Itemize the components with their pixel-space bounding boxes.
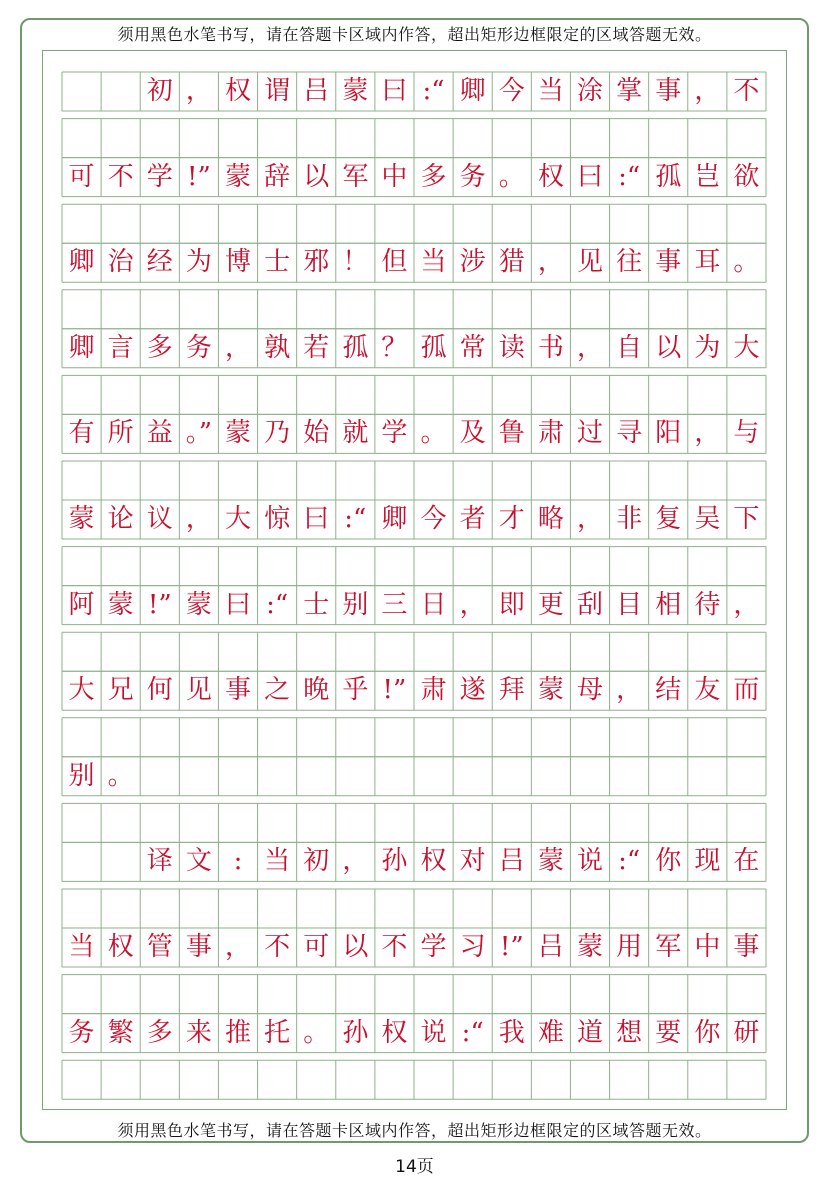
- grid-character: 为: [694, 332, 721, 363]
- grid-character: 蒙: [224, 418, 251, 449]
- grid-character: :: [233, 846, 243, 877]
- grid-character: 但: [381, 247, 408, 278]
- grid-character: 当: [537, 76, 564, 106]
- grid-character: 拜: [498, 675, 525, 706]
- grid-character: 来: [185, 1017, 212, 1048]
- grid-character: 蒙: [342, 76, 369, 106]
- grid-character: 耳: [694, 247, 721, 278]
- grid-character: 曰: [224, 589, 251, 620]
- grid-character: 读: [498, 332, 525, 363]
- grid-character: 事: [655, 76, 682, 106]
- grid-character: 卿: [459, 76, 486, 106]
- grid-character: 大: [733, 332, 760, 363]
- grid-character: !”: [147, 589, 172, 620]
- grid-character: 当: [264, 846, 291, 877]
- grid-character: 当: [420, 247, 447, 278]
- grid-character: 吕: [537, 932, 564, 962]
- grid-character: 事: [733, 932, 760, 962]
- grid-character: 想: [616, 1017, 643, 1048]
- grid-character: ，: [224, 932, 251, 962]
- grid-character: 不: [107, 161, 134, 192]
- grid-character: 晚: [303, 675, 330, 706]
- grid-character: 惊: [264, 504, 291, 534]
- grid-character: 议: [146, 504, 173, 534]
- grid-character: 权: [107, 932, 134, 962]
- grid-character: 书: [537, 332, 564, 363]
- grid-character: 别: [68, 760, 95, 791]
- grid-character: 孤: [342, 332, 369, 363]
- grid-character: 所: [107, 418, 134, 449]
- grid-character: 说: [420, 1017, 447, 1048]
- grid-character: 复: [655, 504, 682, 534]
- grid-character: 曰: [303, 504, 330, 534]
- grid-character: 不: [733, 76, 760, 106]
- grid-character: 待: [694, 589, 721, 620]
- grid-character: 托: [264, 1017, 291, 1048]
- grid-character: 母: [576, 675, 603, 706]
- grid-character: 吕: [498, 846, 525, 877]
- grid-character: 当: [68, 932, 95, 962]
- grid-character: ，: [616, 675, 643, 706]
- grid-character: 军: [342, 161, 369, 192]
- grid-character: 非: [616, 504, 643, 534]
- grid-character: 权: [537, 161, 564, 192]
- grid-character: 卿: [68, 247, 95, 278]
- grid-character: 士: [264, 247, 291, 278]
- grid-character: 可: [68, 161, 95, 192]
- grid-character: 蒙: [107, 589, 134, 620]
- grid-character: 常: [459, 332, 486, 363]
- grid-character: 为: [185, 247, 212, 278]
- grid-character: 。: [420, 418, 447, 449]
- grid-character: 可: [303, 932, 330, 962]
- grid-character: 始: [303, 418, 330, 449]
- grid-character: 掌: [616, 76, 643, 106]
- grid-character: 乎: [342, 675, 369, 706]
- grid-character: 中: [694, 932, 721, 962]
- grid-character: ，: [185, 504, 212, 534]
- grid-character: 现: [694, 846, 721, 877]
- grid-character: ，: [733, 589, 760, 620]
- grid-character: ，: [537, 247, 564, 278]
- grid-character: 。: [498, 161, 525, 192]
- grid-character: 阿: [68, 589, 95, 620]
- grid-character: :“: [461, 1017, 484, 1048]
- grid-character: ，: [224, 332, 251, 363]
- top-notice: 须用黑色水笔书写，请在答题卡区域内作答，超出矩形边框限定的区域答题无效。: [117, 25, 712, 44]
- grid-character: 曰: [576, 161, 603, 192]
- grid-character: 蒙: [224, 161, 251, 192]
- grid-character: 见: [185, 675, 212, 706]
- grid-character: 刮: [576, 589, 603, 620]
- grid-character: 辞: [264, 161, 291, 192]
- grid-character: 。: [303, 1017, 330, 1048]
- grid-character: 难: [537, 1017, 564, 1048]
- grid-character: 孤: [655, 161, 682, 192]
- grid-character: 经: [146, 247, 173, 278]
- grid-character: 用: [616, 932, 643, 962]
- grid-character: 多: [146, 332, 173, 363]
- grid-character: 与: [733, 418, 760, 449]
- grid-character: 往: [616, 247, 643, 278]
- grid-character: 务: [459, 161, 486, 192]
- grid-character: ，: [576, 332, 603, 363]
- grid-character: 吴: [694, 504, 721, 534]
- grid-character: ？: [381, 332, 408, 363]
- grid-character: 道: [576, 1017, 603, 1048]
- grid-character: 要: [655, 1017, 682, 1048]
- grid-character: 更: [537, 589, 564, 620]
- grid-character: 言: [107, 332, 134, 363]
- grid-character: ，: [694, 418, 721, 449]
- grid-character: 过: [576, 418, 603, 449]
- grid-character: 今: [420, 504, 447, 534]
- grid-character: 对: [459, 846, 486, 877]
- grid-character: 权: [381, 1017, 408, 1048]
- grid-character: 肃: [420, 675, 447, 706]
- grid-character: 我: [498, 1017, 525, 1048]
- grid-character: 大: [224, 504, 251, 534]
- grid-character: 。: [733, 247, 760, 278]
- grid-character: 你: [655, 846, 682, 877]
- grid-character: 文: [185, 846, 212, 877]
- grid-character: 孤: [420, 332, 447, 363]
- grid-character: 若: [303, 332, 330, 363]
- grid-character: 何: [146, 675, 173, 706]
- grid-character: :“: [344, 504, 367, 534]
- grid-character: 欲: [733, 161, 760, 192]
- grid-character: 蒙: [537, 675, 564, 706]
- grid-character: 权: [224, 76, 251, 106]
- grid-character: 卿: [381, 504, 408, 534]
- grid-character: 蒙: [537, 846, 564, 877]
- grid-character: 军: [655, 932, 682, 962]
- grid-character: 繁: [107, 1017, 134, 1048]
- grid-character: 事: [655, 247, 682, 278]
- grid-character: 权: [420, 846, 447, 877]
- grid-character: 孰: [264, 332, 291, 363]
- grid-character: 大: [68, 675, 95, 706]
- grid-character: 推: [224, 1017, 251, 1048]
- grid-character: 遂: [459, 675, 486, 706]
- grid-character: 别: [342, 589, 369, 620]
- grid-character: 友: [694, 675, 721, 706]
- grid-character: ，: [185, 76, 212, 106]
- grid-character: 涂: [576, 76, 603, 106]
- grid-character: 初: [303, 846, 330, 877]
- grid-character: 就: [342, 418, 369, 449]
- grid-character: 说: [576, 846, 603, 877]
- grid-character: 孙: [342, 1017, 369, 1048]
- page-number: 14页: [395, 1157, 434, 1177]
- grid-character: 你: [694, 1017, 721, 1048]
- grid-character: 蒙: [185, 589, 212, 620]
- grid-character: ，: [459, 589, 486, 620]
- grid-character: 目: [616, 589, 643, 620]
- grid-character: 初: [146, 76, 173, 106]
- grid-character: 论: [107, 504, 134, 534]
- bottom-notice: 须用黑色水笔书写，请在答题卡区域内作答，超出矩形边框限定的区域答题无效。: [117, 1121, 712, 1140]
- grid-character: 以: [303, 161, 330, 192]
- grid-character: 以: [342, 932, 369, 962]
- grid-character: ，: [342, 846, 369, 877]
- grid-character: ，: [694, 76, 721, 106]
- grid-character: 寻: [616, 418, 643, 449]
- grid-character: 事: [185, 932, 212, 962]
- grid-character: 不: [381, 932, 408, 962]
- grid-character: !”: [382, 675, 407, 706]
- grid-character: 多: [420, 161, 447, 192]
- grid-character: 蒙: [68, 504, 95, 534]
- grid-character: 译: [146, 846, 173, 877]
- grid-character: 阳: [655, 418, 682, 449]
- grid-character: 学: [381, 418, 408, 449]
- grid-character: 肃: [537, 418, 564, 449]
- grid-character: 者: [459, 504, 486, 534]
- grid-character: :“: [618, 846, 641, 877]
- grid-character: ！: [342, 247, 369, 278]
- grid-character: 学: [420, 932, 447, 962]
- grid-character: 日: [420, 589, 447, 620]
- grid-character: 益: [146, 418, 173, 449]
- grid-character: 务: [68, 1017, 95, 1048]
- grid-character: 涉: [459, 247, 486, 278]
- grid-character: !”: [499, 932, 524, 962]
- grid-character: 即: [498, 589, 525, 620]
- grid-character: 学: [146, 161, 173, 192]
- grid-character: 猎: [498, 247, 525, 278]
- grid-character: 以: [655, 332, 682, 363]
- grid-character: 在: [733, 846, 760, 877]
- grid-character: 研: [733, 1017, 760, 1048]
- grid-character: 中: [381, 161, 408, 192]
- grid-character: 兄: [107, 675, 134, 706]
- grid-character: 才: [498, 504, 525, 534]
- grid-character: 自: [616, 332, 643, 363]
- grid-character: 务: [185, 332, 212, 363]
- grid-character: :“: [422, 76, 445, 106]
- grid-character: 曰: [381, 76, 408, 106]
- grid-character: :“: [618, 161, 641, 192]
- grid-character: 卿: [68, 332, 95, 363]
- grid-character: !”: [187, 161, 211, 192]
- grid-character: 不: [264, 932, 291, 962]
- grid-character: 。”: [185, 418, 213, 449]
- grid-character: 博: [224, 247, 251, 278]
- grid-character: 而: [733, 675, 760, 706]
- grid-character: 有: [68, 418, 95, 449]
- grid-character: 结: [655, 675, 682, 706]
- grid-character: 多: [146, 1017, 173, 1048]
- grid-character: 鲁: [498, 418, 525, 449]
- grid-character: ，: [576, 504, 603, 534]
- grid-character: 三: [381, 589, 408, 620]
- grid-character: 下: [733, 504, 760, 534]
- grid-character: 治: [107, 247, 134, 278]
- grid-character: 乃: [264, 418, 291, 449]
- grid-character: 及: [459, 418, 486, 449]
- grid-character: 蒙: [576, 932, 603, 962]
- grid-character: 谓: [264, 76, 291, 106]
- grid-character: 邪: [303, 247, 330, 278]
- grid-character: 习: [459, 932, 486, 962]
- grid-character: 相: [655, 589, 682, 620]
- grid-character: 之: [264, 675, 291, 706]
- grid-character: 。: [107, 760, 134, 791]
- grid-character: 见: [576, 247, 603, 278]
- grid-character: 岂: [694, 161, 721, 192]
- grid-character: :“: [266, 589, 289, 620]
- grid-character: 孙: [381, 846, 408, 877]
- grid-character: 管: [146, 932, 173, 962]
- grid-character: 吕: [303, 76, 330, 106]
- grid-character: 略: [537, 504, 564, 534]
- grid-character: 士: [303, 589, 330, 620]
- grid-character: 今: [498, 76, 525, 106]
- grid-character: 事: [224, 675, 251, 706]
